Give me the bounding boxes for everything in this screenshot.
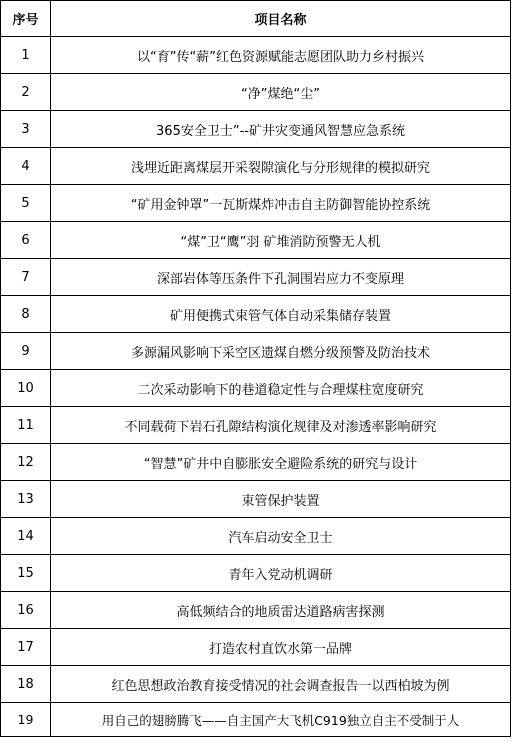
header-row (1, 1, 511, 37)
table-row (1, 111, 511, 148)
project-name: 高低频结合的地质雷达道路病害探测 (51, 592, 511, 629)
header-name: 项目名称 (51, 1, 511, 37)
row-number: 3 (1, 111, 51, 148)
row-number: 12 (1, 444, 51, 481)
row-number: 10 (1, 370, 51, 407)
table-row (1, 296, 511, 333)
table-row (1, 74, 511, 111)
row-number: 6 (1, 222, 51, 259)
table-row (1, 222, 511, 259)
table-row (1, 481, 511, 518)
table-row (1, 259, 511, 296)
table-row (1, 185, 511, 222)
row-number: 18 (1, 666, 51, 703)
project-name: 汽车启动安全卫士 (51, 518, 511, 555)
table-row (1, 629, 511, 666)
project-name: “矿用金钟罩”一瓦斯煤炸冲击自主防御智能协控系统 (51, 185, 511, 222)
project-name: “煤”卫“鹰”羽 矿堆消防预警无人机 (51, 222, 511, 259)
project-name: 矿用便携式束管气体自动采集储存装置 (51, 296, 511, 333)
project-name: “智慧”矿井中自膨胀安全避险系统的研究与设计 (51, 444, 511, 481)
row-number: 9 (1, 333, 51, 370)
row-number: 8 (1, 296, 51, 333)
table-row (1, 592, 511, 629)
project-name: 二次采动影响下的巷道稳定性与合理煤柱宽度研究 (51, 370, 511, 407)
table-row (1, 444, 511, 481)
table-row (1, 703, 511, 737)
row-number: 16 (1, 592, 51, 629)
row-number: 17 (1, 629, 51, 666)
row-number: 7 (1, 259, 51, 296)
table-row (1, 333, 511, 370)
table-row (1, 555, 511, 592)
table-row (1, 407, 511, 444)
table-row (1, 370, 511, 407)
table-row (1, 37, 511, 74)
project-name: 不同载荷下岩石孔隙结构演化规律及对渗透率影响研究 (51, 407, 511, 444)
project-name: 深部岩体等压条件下孔洞围岩应力不变原理 (51, 259, 511, 296)
table-row (1, 666, 511, 703)
project-name: 青年入党动机调研 (51, 555, 511, 592)
row-number: 19 (1, 703, 51, 737)
row-number: 11 (1, 407, 51, 444)
project-name: 浅埋近距离煤层开采裂隙演化与分形规律的模拟研究 (51, 148, 511, 185)
project-name: 用自己的翅膀腾飞——自主国产大飞机C919独立自主不受制于人 (51, 703, 511, 737)
row-number: 13 (1, 481, 51, 518)
table-row (1, 148, 511, 185)
project-name: 以“育”传“薪”红色资源赋能志愿团队助力乡村振兴 (51, 37, 511, 74)
project-name: 束管保护装置 (51, 481, 511, 518)
row-number: 14 (1, 518, 51, 555)
row-number: 5 (1, 185, 51, 222)
project-name: “净”煤绝“尘” (51, 74, 511, 111)
table-row (1, 518, 511, 555)
project-name: 红色思想政治教育接受情况的社会调查报告一以西柏坡为例 (51, 666, 511, 703)
row-number: 1 (1, 37, 51, 74)
project-name: 多源漏风影响下采空区遗煤自燃分级预警及防治技术 (51, 333, 511, 370)
row-number: 4 (1, 148, 51, 185)
project-name: 365安全卫士”--矿井灾变通风智慧应急系统 (51, 111, 511, 148)
project-name: 打造农村直饮水第一品牌 (51, 629, 511, 666)
row-number: 15 (1, 555, 51, 592)
row-number: 2 (1, 74, 51, 111)
header-number: 序号 (1, 1, 51, 37)
